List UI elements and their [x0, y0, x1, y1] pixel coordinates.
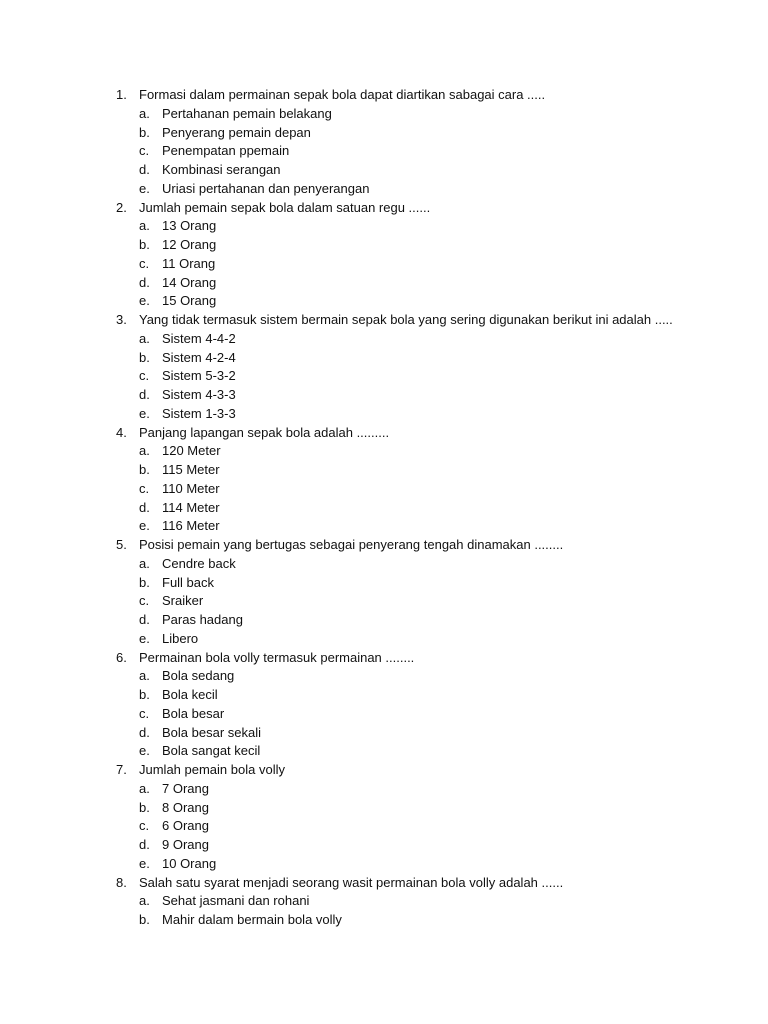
option-letter: b. [139, 912, 150, 927]
question-number: 8. [116, 874, 127, 890]
option-letter: c. [139, 818, 150, 834]
question-line [116, 874, 736, 893]
option-item [139, 724, 736, 743]
option-item [139, 836, 736, 855]
option-text: Bola sedang [162, 668, 235, 684]
option-text: Kombinasi serangan [162, 162, 281, 177]
option-text: Mahir dalam bermain bola volly [162, 912, 342, 927]
option-text: Sraiker [162, 593, 204, 609]
option-item [139, 780, 736, 799]
option-text: 116 Meter [162, 518, 220, 534]
option-text: 11 Orang [162, 255, 216, 271]
option-letter: d. [139, 499, 150, 515]
option-item [139, 799, 736, 818]
question-text: Jumlah pemain bola volly [139, 762, 285, 777]
option-item [139, 574, 736, 593]
option-text: 6 Orang [162, 818, 209, 834]
option-item [139, 667, 736, 686]
question-item [116, 311, 736, 424]
option-letter: b. [139, 124, 150, 140]
option-text: Sistem 4-4-2 [162, 330, 236, 346]
option-letter: b. [139, 349, 150, 365]
option-item [139, 592, 736, 611]
option-letter: d. [139, 387, 150, 402]
option-text: 7 Orang [162, 780, 209, 796]
option-text: 12 Orang [162, 237, 217, 252]
option-item [139, 292, 736, 311]
option-letter: c. [139, 143, 150, 159]
option-letter: e. [139, 180, 150, 196]
option-text: Bola kecil [162, 687, 218, 702]
option-text: Uriasi pertahanan dan penyerangan [162, 180, 370, 196]
option-letter: b. [139, 574, 150, 590]
option-list [116, 780, 736, 874]
option-item [139, 911, 736, 930]
question-line [116, 311, 736, 330]
option-item [139, 386, 736, 405]
question-list [116, 86, 736, 930]
option-text: Libero [162, 630, 199, 646]
option-text: Penempatan ppemain [162, 143, 290, 159]
option-item [139, 274, 736, 293]
option-letter: d. [139, 837, 150, 852]
option-text: Sistem 1-3-3 [162, 405, 236, 421]
question-line [116, 199, 736, 218]
option-letter: c. [139, 255, 150, 271]
option-text: Bola besar [162, 705, 225, 721]
question-text: Posisi pemain yang bertugas sebagai penyerang tengah dinamakan ........ [139, 537, 564, 552]
question-number: 4. [116, 424, 127, 440]
question-item [116, 199, 736, 312]
question-number: 7. [116, 762, 127, 777]
option-text: 13 Orang [162, 218, 217, 234]
option-letter: a. [139, 330, 150, 346]
option-item [139, 461, 736, 480]
option-letter: d. [139, 724, 150, 740]
option-letter: d. [139, 274, 150, 290]
option-item [139, 217, 736, 236]
option-list [116, 442, 736, 536]
option-letter: b. [139, 799, 150, 815]
option-letter: e. [139, 630, 150, 646]
option-text: Sistem 4-3-3 [162, 387, 236, 402]
question-text: Jumlah pemain sepak bola dalam satuan regu ...... [139, 199, 431, 215]
question-line [116, 424, 736, 443]
option-letter: d. [139, 612, 150, 627]
option-text: Pertahanan pemain belakang [162, 105, 332, 121]
option-item [139, 405, 736, 424]
option-item [139, 236, 736, 255]
question-text: Salah satu syarat menjadi seorang wasit permainan bola volly adalah ...... [139, 874, 564, 890]
option-letter: c. [139, 705, 150, 721]
question-item [116, 874, 736, 930]
question-text: Panjang lapangan sepak bola adalah ......... [139, 424, 390, 440]
option-item [139, 349, 736, 368]
question-line [116, 649, 736, 668]
option-text: Sehat jasmani dan rohani [162, 893, 310, 909]
option-letter: b. [139, 687, 150, 702]
option-item [139, 517, 736, 536]
option-letter: c. [139, 593, 150, 609]
option-letter: a. [139, 893, 150, 909]
option-letter: a. [139, 105, 150, 121]
option-item [139, 611, 736, 630]
option-list [116, 667, 736, 761]
option-letter: e. [139, 743, 150, 759]
option-list [116, 892, 736, 930]
question-number: 1. [116, 87, 127, 102]
option-text: 120 Meter [162, 443, 221, 459]
option-text: Penyerang pemain depan [162, 124, 311, 140]
question-item [116, 424, 736, 537]
option-text: 15 Orang [162, 293, 217, 309]
option-text: 8 Orang [162, 799, 209, 815]
option-letter: b. [139, 237, 150, 252]
option-text: Bola sangat kecil [162, 743, 261, 759]
option-item [139, 817, 736, 836]
option-item [139, 855, 736, 874]
option-letter: a. [139, 668, 150, 684]
option-item [139, 705, 736, 724]
option-letter: e. [139, 405, 150, 421]
option-letter: a. [139, 443, 150, 459]
option-item [139, 499, 736, 518]
question-line [116, 761, 736, 780]
question-line [116, 86, 736, 105]
option-text: 14 Orang [162, 274, 217, 290]
option-letter: c. [139, 480, 150, 496]
option-text: 9 Orang [162, 837, 209, 852]
option-letter: e. [139, 855, 150, 871]
question-item [116, 86, 736, 199]
option-item [139, 330, 736, 349]
option-text: 115 Meter [162, 462, 220, 477]
option-item [139, 142, 736, 161]
option-letter: a. [139, 780, 150, 796]
question-number: 2. [116, 199, 127, 215]
option-text: 110 Meter [162, 480, 220, 496]
option-item [139, 686, 736, 705]
option-letter: a. [139, 555, 150, 571]
option-item [139, 124, 736, 143]
question-line [116, 536, 736, 555]
option-text: Bola besar sekali [162, 724, 261, 740]
option-text: Full back [162, 574, 215, 590]
question-number: 6. [116, 649, 127, 665]
option-list [116, 217, 736, 311]
option-letter: e. [139, 518, 150, 534]
option-list [116, 555, 736, 649]
question-item [116, 761, 736, 874]
option-text: Cendre back [162, 555, 236, 571]
option-item [139, 161, 736, 180]
option-item [139, 367, 736, 386]
option-item [139, 180, 736, 199]
option-item [139, 892, 736, 911]
option-item [139, 742, 736, 761]
option-item [139, 255, 736, 274]
option-text: 114 Meter [162, 499, 220, 515]
option-item [139, 105, 736, 124]
question-item [116, 536, 736, 649]
option-list [116, 105, 736, 199]
option-text: Sistem 5-3-2 [162, 368, 236, 384]
question-text: Yang tidak termasuk sistem bermain sepak bola yang sering digunakan berikut ini adalah ..... [139, 312, 673, 327]
question-number: 3. [116, 312, 127, 327]
option-item [139, 480, 736, 499]
option-item [139, 555, 736, 574]
option-letter: a. [139, 218, 150, 234]
option-item [139, 630, 736, 649]
option-letter: c. [139, 368, 150, 384]
option-letter: d. [139, 162, 150, 177]
option-item [139, 442, 736, 461]
option-list [116, 330, 736, 424]
question-text: Formasi dalam permainan sepak bola dapat diartikan sabagai cara ..... [139, 87, 546, 102]
question-number: 5. [116, 537, 127, 552]
option-text: 10 Orang [162, 855, 217, 871]
question-item [116, 649, 736, 762]
option-text: Sistem 4-2-4 [162, 349, 236, 365]
option-letter: e. [139, 293, 150, 309]
option-text: Paras hadang [162, 612, 243, 627]
question-text: Permainan bola volly termasuk permainan ........ [139, 649, 415, 665]
option-letter: b. [139, 462, 150, 477]
